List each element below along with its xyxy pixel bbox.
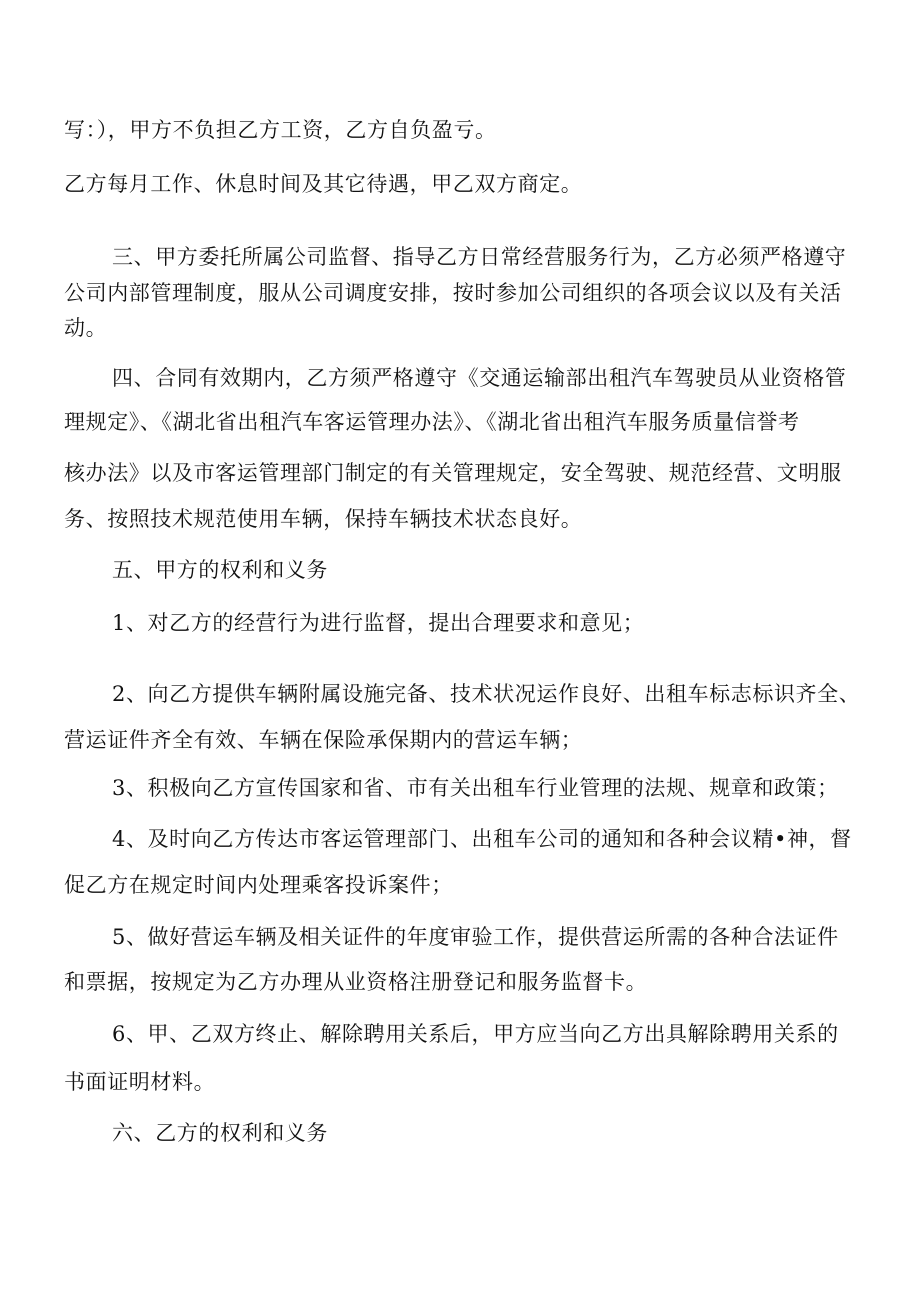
text-line: 务、按照技术规范使用车辆，保持车辆技术状态良好。 bbox=[64, 507, 583, 531]
text-line: 营运证件齐全有效、车辆在保险承保期内的营运车辆； bbox=[64, 728, 583, 752]
text-line: 5、做好营运车辆及相关证件的年度审验工作，提供营运所需的各种合法证件 bbox=[112, 925, 839, 949]
text-line: 3、积极向乙方宣传国家和省、市有关出租车行业管理的法规、规章和政策； bbox=[112, 776, 839, 800]
text-line: 四、合同有效期内，乙方须严格遵守《交通运输部出租汽车驾驶员从业资格管 bbox=[112, 366, 847, 390]
text-line: 理规定》、《湖北省出租汽车客运管理办法》、《湖北省出租汽车服务质量信誉考 bbox=[64, 410, 800, 434]
text-line: 写：），甲方不负担乙方工资，乙方自负盈亏。 bbox=[64, 118, 497, 142]
text-line: 和票据，按规定为乙方办理从业资格注册登记和服务监督卡。 bbox=[64, 970, 648, 994]
text-line: 1、对乙方的经营行为进行监督，提出合理要求和意见； bbox=[112, 611, 645, 635]
text-line: 核办法》以及市客运管理部门制定的有关管理规定，安全驾驶、规范经营、文明服 bbox=[64, 461, 842, 485]
text-line: 2、向乙方提供车辆附属设施完备、技术状况运作良好、出租车标志标识齐全、 bbox=[112, 682, 861, 706]
text-line: 促乙方在规定时间内处理乘客投诉案件； bbox=[64, 873, 453, 897]
section-heading: 六、乙方的权利和义务 bbox=[112, 1121, 328, 1145]
text-line: 4、及时向乙方传达市客运管理部门、出租车公司的通知和各种会议精•神，督 bbox=[112, 827, 852, 851]
text-line: 公司内部管理制度，服从公司调度安排，按时参加公司组织的各项会议以及有关活 bbox=[64, 281, 842, 305]
section-heading: 五、甲方的权利和义务 bbox=[112, 558, 328, 582]
text-line: 乙方每月工作、休息时间及其它待遇，甲乙双方商定。 bbox=[64, 172, 583, 196]
text-line: 书面证明材料。 bbox=[64, 1070, 216, 1094]
text-line: 三、甲方委托所属公司监督、指导乙方日常经营服务行为，乙方必须严格遵守 bbox=[112, 245, 847, 269]
text-line: 动。 bbox=[64, 316, 108, 340]
text-line: 6、甲、乙双方终止、解除聘用关系后，甲方应当向乙方出具解除聘用关系的 bbox=[112, 1022, 839, 1046]
